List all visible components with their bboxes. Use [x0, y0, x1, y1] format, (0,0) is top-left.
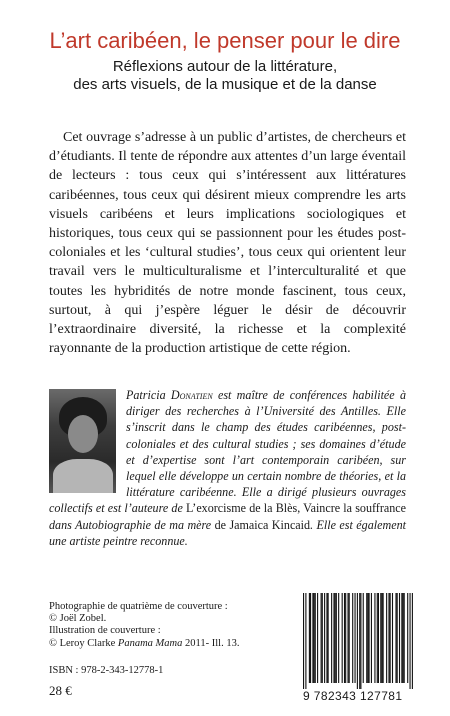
credit-line-2: © Joël Zobel.: [49, 613, 107, 625]
credit-line-4: [49, 638, 289, 650]
barcode-bar: [342, 593, 343, 683]
barcode-bar: [315, 593, 316, 683]
barcode-bar: [349, 593, 350, 683]
author-work-2-title: Autobiographie de ma mère: [75, 517, 212, 532]
book-subtitle: [0, 58, 450, 94]
barcode-bar: [328, 593, 329, 683]
barcode-bar: [360, 593, 361, 689]
isbn: ISBN : 978-2-343-12778-1: [49, 665, 164, 676]
barcode-bar: [371, 593, 372, 683]
barcode-bar: [412, 593, 413, 689]
author-photo: [49, 389, 116, 493]
barcode-bar: [331, 593, 332, 683]
barcode-bar: [407, 593, 408, 683]
author-last-name: Donatien: [170, 388, 213, 402]
barcode-bar: [388, 593, 389, 683]
blurb: [49, 128, 406, 358]
photo-credits: [49, 601, 289, 650]
barcode-digits: 9 782343 127781: [303, 689, 403, 703]
barcode-bar: [390, 593, 391, 683]
barcode-bar: [397, 593, 398, 683]
author-work-1: L’exorcisme de la Blès, Vaincre la souffrance: [186, 501, 407, 516]
barcode-bar: [399, 593, 400, 683]
barcode-bar: [377, 593, 378, 683]
book-title: L’art caribéen, le penser pour le dire: [49, 28, 401, 53]
barcode: [303, 593, 413, 703]
barcode-bar: [344, 593, 345, 683]
barcode-bar: [366, 593, 367, 683]
barcode-bar: [347, 593, 348, 683]
barcode-bar: [317, 593, 318, 683]
barcode-bar: [321, 593, 322, 683]
barcode-bar: [310, 593, 311, 683]
barcode-bar: [380, 593, 381, 683]
credit-line-4-prefix: © Leroy Clarke: [49, 637, 118, 649]
barcode-bar: [363, 593, 364, 683]
author-bio-part-1: est maître de conférences habilitée à diriger des recherches à l’Université des Antilles. Elle s’inscrit dans le champ des études caribéennes, post-coloniales et des cultural studies ; ses domaines d’étude et d’expertise sont l’art contemporain caribéen, sur lequel elle développe un certain nombre de théories, et la littérature caribéenne. Elle a dirigé plusieurs ouvrages collectifs et est l’auteure de: [49, 388, 406, 516]
barcode-bar: [367, 593, 368, 683]
barcode-bar: [383, 593, 384, 683]
barcode-bars: [303, 593, 413, 689]
barcode-bar: [303, 593, 304, 689]
author-bio-part-3: de: [211, 517, 230, 532]
author-bio-part-2: dans: [49, 517, 76, 532]
barcode-bar: [312, 593, 313, 683]
barcode-bar: [338, 593, 339, 683]
barcode-bar: [335, 593, 336, 683]
barcode-bar: [333, 593, 334, 683]
barcode-bar: [409, 593, 410, 689]
subtitle-line-1: Réflexions autour de la littérature,: [112, 58, 338, 75]
barcode-bar: [324, 593, 325, 683]
credit-line-1: Photographie de quatrième de couverture :: [49, 601, 228, 612]
barcode-bar: [305, 593, 306, 689]
barcode-bar: [336, 593, 337, 683]
barcode-bar: [354, 593, 355, 683]
barcode-bar: [381, 593, 382, 683]
credit-line-3: Illustration de couverture :: [49, 625, 161, 637]
barcode-bar: [404, 593, 405, 683]
credit-line-4-suffix: 2011- Ill. 13.: [182, 637, 240, 649]
barcode-bar: [401, 593, 402, 683]
barcode-bar: [378, 593, 379, 683]
barcode-bar: [395, 593, 396, 683]
barcode-bar: [345, 593, 346, 683]
author-bio: [49, 387, 406, 549]
price: 28 €: [49, 683, 72, 698]
author-first-name: Patricia: [126, 388, 166, 402]
barcode-bar: [352, 593, 353, 683]
barcode-bar: [386, 593, 387, 683]
barcode-bar: [357, 593, 358, 689]
author-work-2-author: Jamaica Kincaid: [229, 517, 311, 532]
barcode-bar: [369, 593, 370, 683]
author-photo-face: [68, 415, 98, 453]
barcode-bar: [322, 593, 323, 683]
barcode-bar: [314, 593, 315, 683]
subtitle-line-2: des arts visuels, de la musique et de la danse: [73, 76, 377, 93]
barcode-bar: [326, 593, 327, 683]
barcode-bar: [309, 593, 310, 683]
credit-line-4-title: Panama Mama: [117, 637, 183, 649]
barcode-bar: [392, 593, 393, 683]
barcode-bar: [402, 593, 403, 683]
blurb-paragraph: Cet ouvrage s’adresse à un public d’artistes, de chercheurs et d’étudiants. Il tente de répondre aux attentes d’un large éventail de lecteurs : tous ceux qui s’intéressent aux littératures caribéennes, tous ceux qui désirent mieux comprendre les arts visuels caribéens et leurs implications sociologiques et historiques, tous ceux qui se passionnent pour les études post-coloniales et les ‘cultural studies’, tous ceux qui orientent leur travail vers le multiculturalisme et l’interculturalité et que toutes les hybridités de notre monde fascinent, tous ceux, surtout, à qui j’espère léguer le désir de découvrir l’extraordinaire diversité, la richesse et la complexité rayonnante de la production artistique de cette région.: [49, 130, 406, 357]
author-photo-shoulders: [53, 459, 113, 493]
barcode-bar: [359, 593, 360, 689]
author-bio-part-4: . Elle est également une artiste peintre reconnue.: [49, 517, 406, 548]
barcode-bar: [374, 593, 375, 683]
